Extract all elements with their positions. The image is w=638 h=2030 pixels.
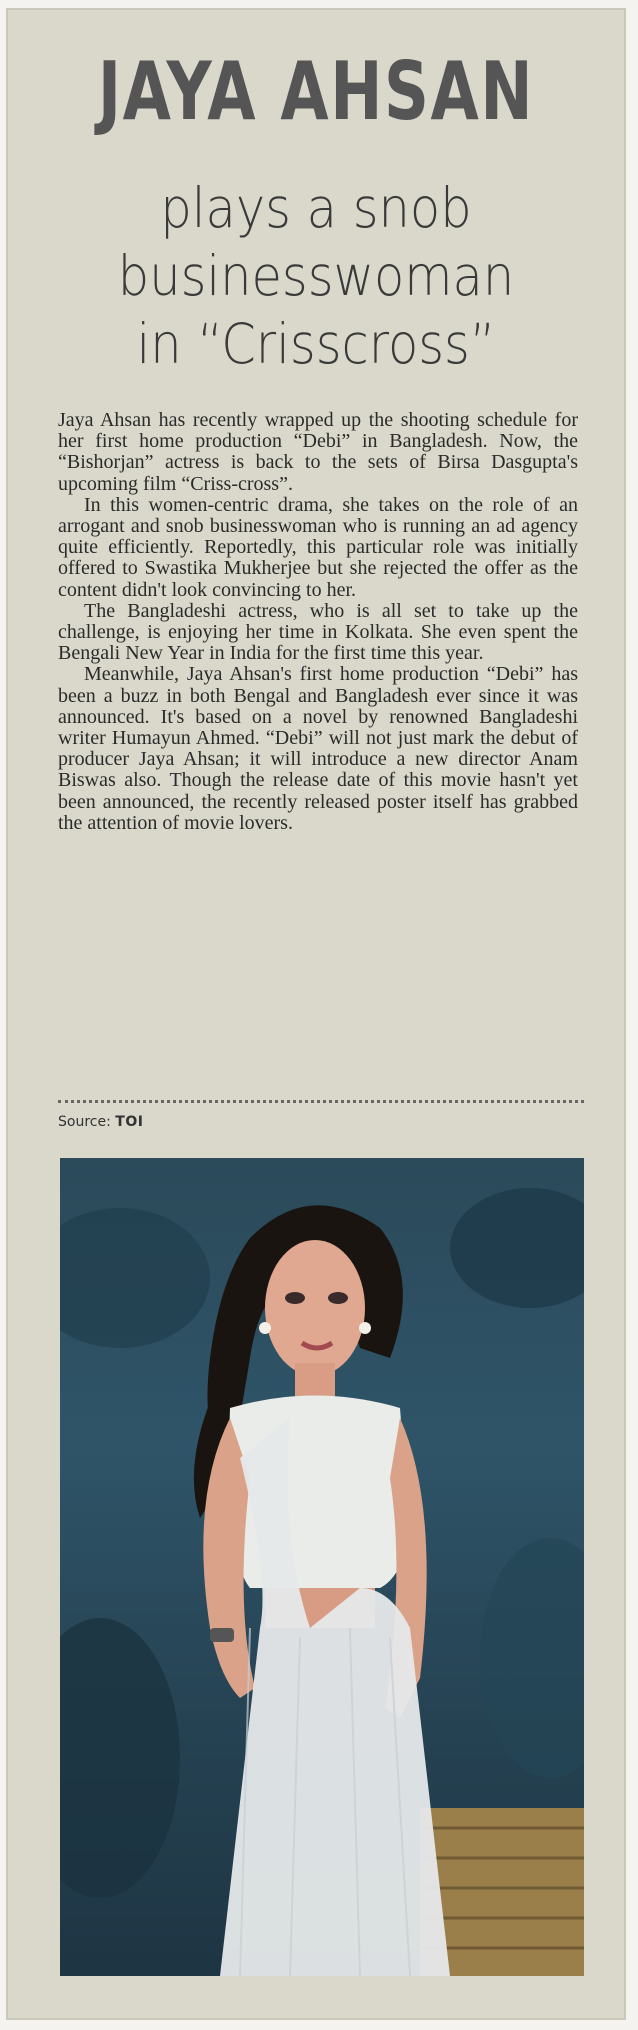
article-body xyxy=(58,410,578,834)
paragraph-1: Jaya Ahsan has recently wrapped up the shooting schedule for her first home production “Debi” in Bangladesh. Now, the “Bishorjan” actress is back to the sets of Birsa Dasgupta's upcoming film “Criss-cross”. xyxy=(58,409,578,495)
source-name: TOI xyxy=(115,1114,144,1130)
subhead-line-3: in “Crisscross” xyxy=(136,312,496,376)
dotted-divider xyxy=(58,1100,584,1103)
headline: JAYA AHSAN xyxy=(97,45,535,138)
subheadline xyxy=(39,174,593,378)
subhead-line-1: plays a snob xyxy=(160,176,472,240)
newspaper-clipping xyxy=(6,8,626,2020)
source-credit xyxy=(58,1114,143,1130)
paragraph-4: Meanwhile, Jaya Ahsan's first home production “Debi” has been a buzz in both Bengal and Bangladesh ever since it was announced. It's based on a novel by renowned Bangladeshi writer Humayun Ahmed. “Debi” will not just mark the debut of producer Jaya Ahsan; it will introduce a new director Anam Biswas also. Though the release date of this movie hasn't yet been announced, the recently released poster itself has grabbed the attention of movie lovers. xyxy=(58,663,578,834)
photo-illustration xyxy=(60,1158,584,1976)
actress-photo xyxy=(60,1158,584,1976)
source-label: Source: xyxy=(58,1114,111,1130)
subhead-line-2: businesswoman xyxy=(117,244,515,308)
paragraph-2: In this women-centric drama, she takes on the role of an arrogant and snob businesswoman who is running an ad agency quite efficiently. Reportedly, this particular role was initially offered to Swastika Mukherjee but she rejected the offer as the content didn't look convincing to her. xyxy=(58,493,578,601)
paragraph-3: The Bangladeshi actress, who is all set to take up the challenge, is enjoying her time in Kolkata. She even spent the Bengali New Year in India for the first time this year. xyxy=(58,599,578,665)
